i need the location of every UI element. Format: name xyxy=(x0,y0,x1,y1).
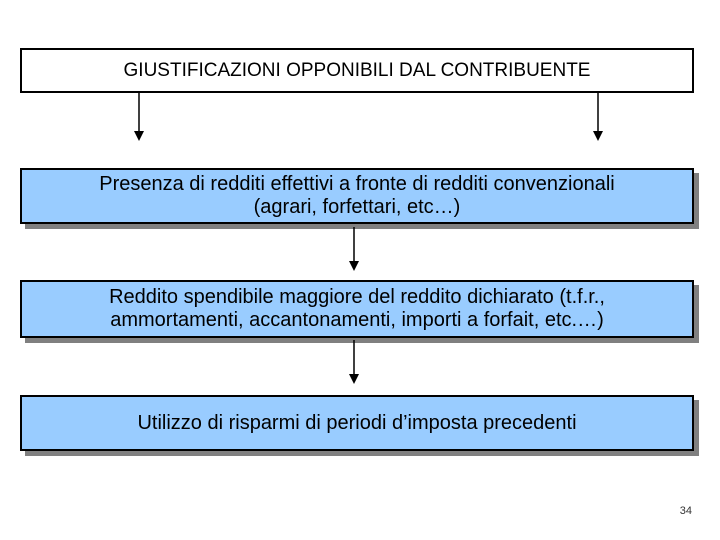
arrow-middle-1 xyxy=(347,227,361,273)
title-text: GIUSTIFICAZIONI OPPONIBILI DAL CONTRIBUENTE xyxy=(123,59,591,81)
arrow-middle-2 xyxy=(347,340,361,386)
box-utilizzo-risparmi xyxy=(20,395,694,451)
title-box xyxy=(20,48,694,93)
arrow-right xyxy=(591,93,605,143)
box-redditi-effettivi xyxy=(20,168,694,224)
box-redditi-effettivi-text: Presenza di redditi effettivi a fronte di redditi convenzionali (agrari, forfettari, etc…) xyxy=(99,173,615,218)
arrow-left xyxy=(132,93,146,143)
box-reddito-spendibile xyxy=(20,280,694,338)
box-reddito-spendibile-text: Reddito spendibile maggiore del reddito dichiarato (t.f.r., ammortamenti, accantonamenti, importi a forfait, etc.…) xyxy=(109,286,605,331)
box-utilizzo-risparmi-text: Utilizzo di risparmi di periodi d’imposta precedenti xyxy=(137,411,577,434)
page-number: 34 xyxy=(679,505,692,517)
